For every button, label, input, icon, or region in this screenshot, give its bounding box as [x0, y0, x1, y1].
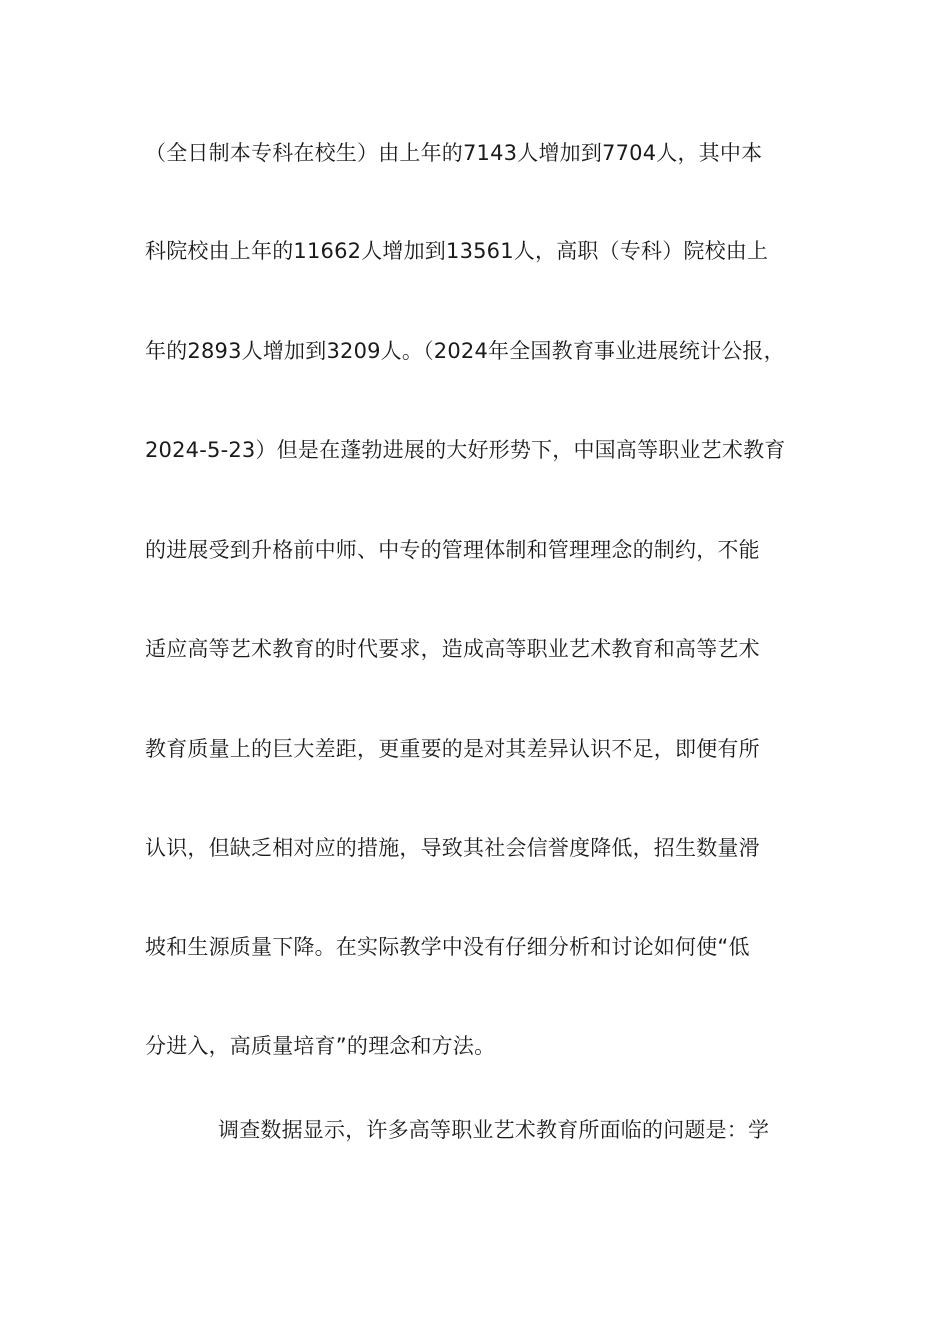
paragraph-2-line-1: 调查数据显示，许多高等职业艺术教育所面临的问题是：学 [218, 1118, 770, 1142]
paragraph-line-2: 科院校由上年的11662人增加到13561人，高职（专科）院校由上 [145, 239, 769, 263]
paragraph-line-10: 分进入，高质量培育”的理念和方法。 [145, 1034, 496, 1058]
paragraph-line-9: 坡和生源质量下降。在实际教学中没有仔细分析和讨论如何使“低 [145, 935, 750, 959]
paragraph-line-4: 2024-5-23）但是在蓬勃进展的大好形势下，中国高等职业艺术教育 [145, 438, 786, 462]
paragraph-line-5: 的进展受到升格前中师、中专的管理体制和管理理念的制约，不能 [145, 538, 760, 562]
paragraph-line-1: （全日制本专科在校生）由上年的7143人增加到7704人，其中本 [145, 141, 763, 165]
paragraph-line-3: 年的2893人增加到3209人。（2024年全国教育事业进展统计公报， [145, 339, 785, 363]
paragraph-line-7: 教育质量上的巨大差距，更重要的是对其差异认识不足，即便有所 [145, 737, 760, 761]
paragraph-line-6: 适应高等艺术教育的时代要求，造成高等职业艺术教育和高等艺术 [145, 637, 760, 661]
paragraph-line-8: 认识，但缺乏相对应的措施，导致其社会信誉度降低，招生数量滑 [145, 836, 760, 860]
